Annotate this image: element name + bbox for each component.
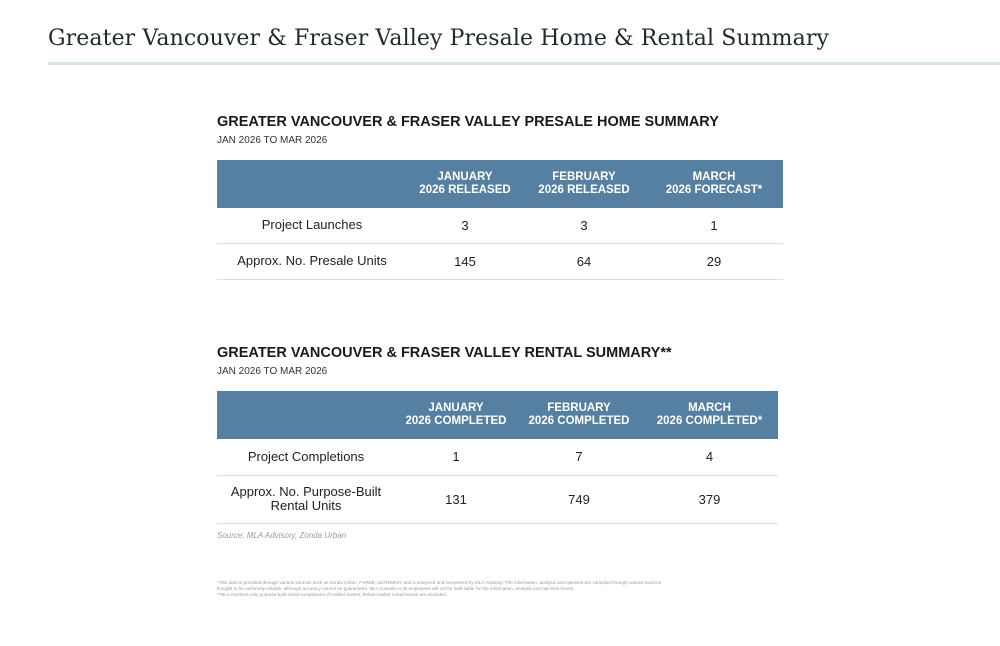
rental-header-label: [217, 391, 395, 439]
table-cell: 131: [395, 475, 517, 523]
rental-col-february: FEBRUARY 2026 COMPLETED: [528, 402, 630, 427]
page-title: Greater Vancouver & Fraser Valley Presale Home & Rental Summary: [48, 26, 829, 51]
footnote-line: thought to be extremely reliable, although accuracy cannot be guaranteed. MLA Canada or its employees will not be held liable for the information, analysis and opinions herein.: [217, 586, 575, 592]
table-row: [217, 208, 783, 243]
table-cell: 749: [517, 475, 641, 523]
table-cell: 7: [517, 439, 641, 475]
rental-header-row: [217, 391, 778, 439]
presale-table: [217, 160, 783, 280]
table-row: [217, 439, 778, 475]
presale-col-march: MARCH 2026 FORECAST*: [665, 171, 763, 196]
footnote-line: **MLA monitors only purpose-built rental completions of market homes; below-market rental homes are excluded.: [217, 592, 448, 598]
presale-header-label: [217, 160, 407, 208]
table-cell: 4: [641, 439, 778, 475]
row-label: Approx. No. Purpose-Built Rental Units: [217, 475, 395, 523]
presale-section: [217, 114, 783, 280]
table-cell: 64: [523, 243, 645, 279]
row-label: Project Launches: [217, 208, 407, 243]
footnotes: [217, 580, 783, 599]
row-label: Approx. No. Presale Units: [217, 243, 407, 279]
table-cell: 1: [395, 439, 517, 475]
table-row: [217, 475, 778, 523]
rental-subheading: JAN 2026 TO MAR 2026: [217, 366, 328, 377]
presale-col-february: FEBRUARY 2026 RELEASED: [538, 171, 630, 196]
table-cell: 3: [407, 208, 523, 243]
presale-col-january: JANUARY 2026 RELEASED: [419, 171, 511, 196]
presale-heading: GREATER VANCOUVER & FRASER VALLEY PRESALE HOME SUMMARY: [217, 114, 719, 130]
table-row: [217, 243, 783, 279]
title-divider: [48, 62, 1000, 65]
rental-table: [217, 391, 778, 524]
rental-col-march: MARCH 2026 COMPLETED*: [656, 402, 763, 427]
rental-col-january: JANUARY 2026 COMPLETED: [405, 402, 507, 427]
table-cell: 1: [645, 208, 783, 243]
table-cell: 145: [407, 243, 523, 279]
footnote-line: *This data is provided through various sources such as Zonda Urban, FVREB, and REBGV and is analyzed and interpreted by MLA Advisory. The information, analysis and opinions are compiled through various sources: [217, 580, 662, 585]
rental-section: [217, 345, 778, 524]
row-label: Project Completions: [217, 439, 395, 475]
presale-header-row: [217, 160, 783, 208]
presale-subheading: JAN 2026 TO MAR 2026: [217, 135, 328, 146]
rental-heading: GREATER VANCOUVER & FRASER VALLEY RENTAL SUMMARY**: [217, 345, 672, 361]
table-cell: 379: [641, 475, 778, 523]
table-cell: 3: [523, 208, 645, 243]
source-note: Source: MLA Advisory, Zonda Urban: [217, 531, 347, 540]
table-cell: 29: [645, 243, 783, 279]
